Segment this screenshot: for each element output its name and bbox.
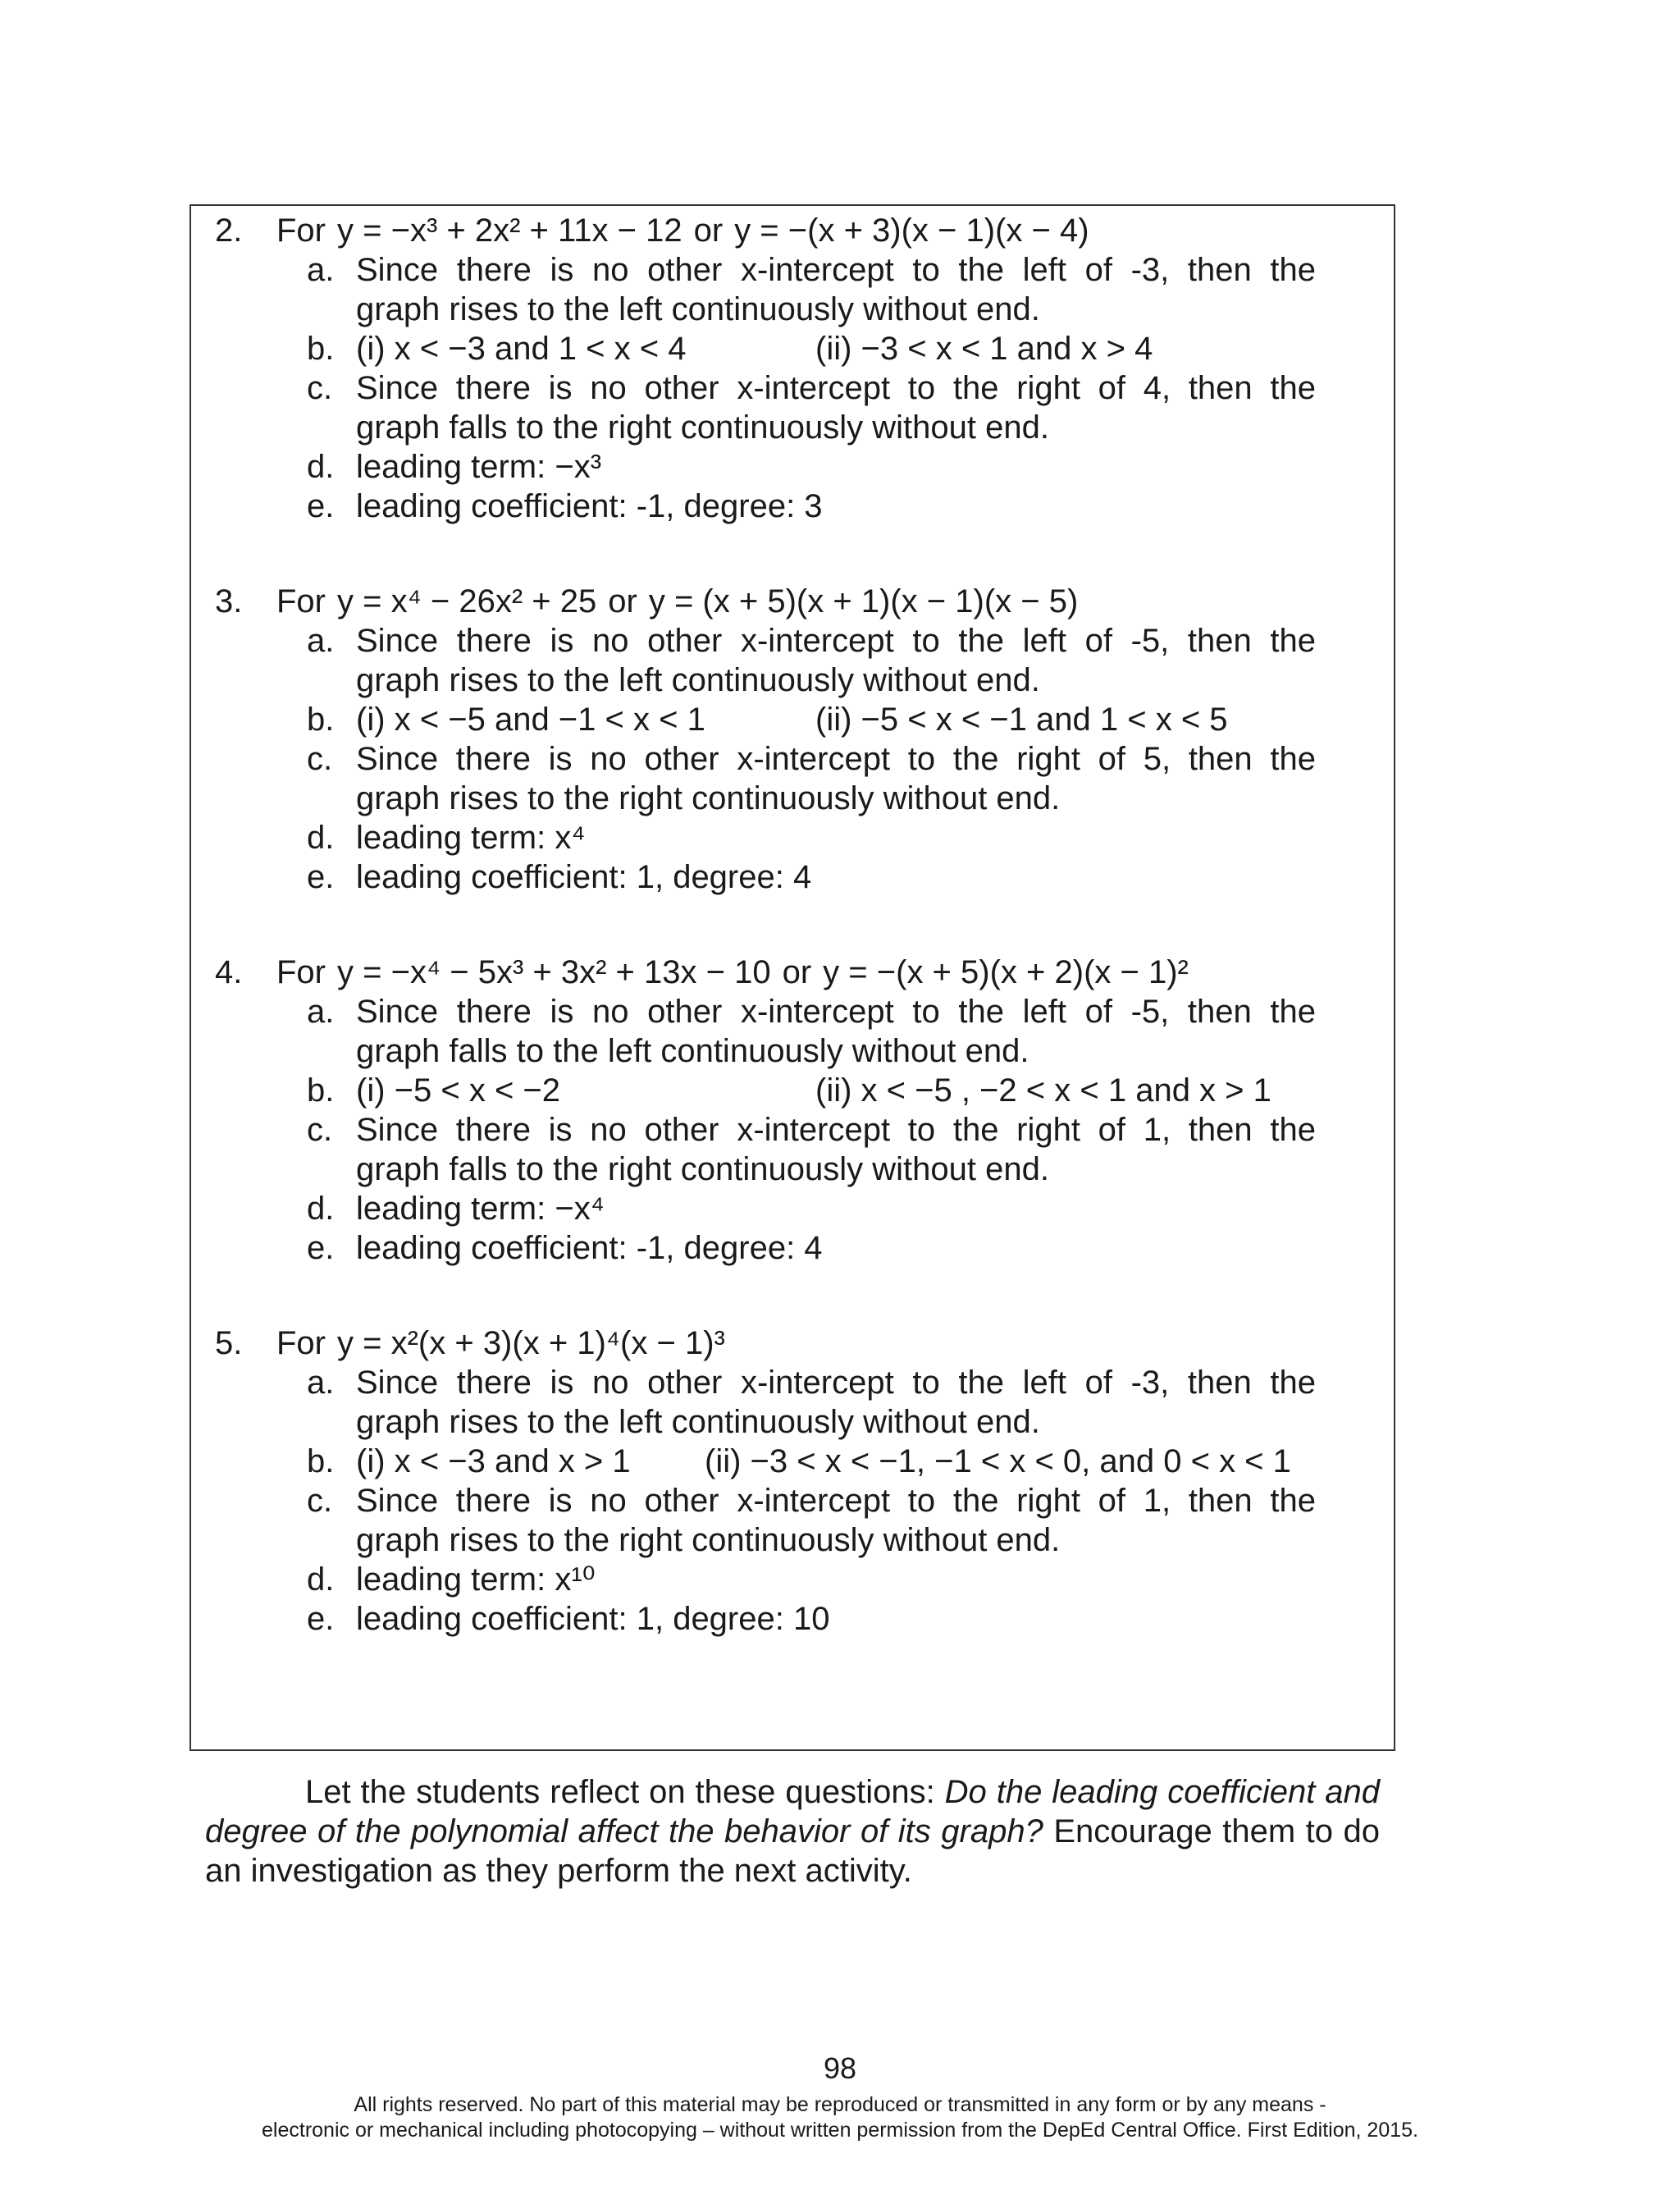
item-label: a. bbox=[307, 252, 335, 288]
reflection-tail: Encourage them to do an investigation as they perform the next activity. bbox=[205, 1813, 1381, 1889]
problem-number: 2. bbox=[215, 213, 243, 249]
item-b-interval-ii: (ii) −5 < x < −1 and 1 < x < 5 bbox=[815, 702, 1228, 738]
expanded-equation: y = −x⁴ − 5x³ + 3x² + 13x − 10 bbox=[337, 954, 771, 990]
item-a-line1: Since there is no other x-intercept to the left of -5, then the bbox=[356, 994, 1316, 1030]
item-c-line1: Since there is no other x-intercept to the right of 1, then the bbox=[356, 1112, 1316, 1148]
for-label: For bbox=[276, 213, 326, 249]
for-label: For bbox=[276, 954, 326, 990]
item-b-interval-ii: (ii) −3 < x < 1 and x > 4 bbox=[815, 331, 1153, 367]
item-label: d. bbox=[307, 449, 335, 485]
footer-line-1: All rights reserved. No part of this material may be reproduced or transmitted in any form or by any means - bbox=[354, 2093, 1326, 2116]
item-label: c. bbox=[307, 370, 333, 406]
item-label: c. bbox=[307, 741, 333, 777]
problem-number: 5. bbox=[215, 1325, 243, 1361]
item-c-line1: Since there is no other x-intercept to the right of 1, then the bbox=[356, 1483, 1316, 1519]
item-b-interval-i: (i) x < −3 and 1 < x < 4 bbox=[356, 331, 687, 367]
leading-term: leading term: −x³ bbox=[356, 449, 602, 485]
problem-2 bbox=[215, 211, 1380, 526]
item-a-line1: Since there is no other x-intercept to the left of -3, then the bbox=[356, 252, 1316, 288]
item-a-line2: graph rises to the left continuously without end. bbox=[356, 662, 1040, 698]
item-a-line2: graph rises to the left continuously without end. bbox=[356, 291, 1040, 327]
leading-coefficient-degree: leading coefficient: 1, degree: 4 bbox=[356, 859, 812, 895]
problem-4 bbox=[215, 953, 1380, 1268]
problem-header bbox=[215, 1324, 1380, 1363]
item-label: b. bbox=[307, 1443, 335, 1479]
item-a-line2: graph rises to the left continuously without end. bbox=[356, 1404, 1040, 1440]
problem-number: 3. bbox=[215, 583, 243, 620]
leading-term: leading term: x¹⁰ bbox=[356, 1561, 596, 1598]
footer-line-2: electronic or mechanical including photocopying – without written permission from the DepEd Central Office. First Edition, 2015. bbox=[262, 2119, 1418, 2142]
item-c-line2: graph falls to the right continuously without end. bbox=[356, 409, 1049, 446]
leading-term: leading term: x⁴ bbox=[356, 820, 586, 856]
item-label: c. bbox=[307, 1112, 333, 1148]
for-label: For bbox=[276, 583, 326, 620]
for-label: For bbox=[276, 1325, 326, 1361]
item-c-line2: graph rises to the right continuously without end. bbox=[356, 1522, 1061, 1558]
item-label: a. bbox=[307, 1365, 335, 1401]
item-label: d. bbox=[307, 1561, 335, 1598]
page-number: 98 bbox=[823, 2051, 857, 2085]
item-c-line1: Since there is no other x-intercept to the right of 5, then the bbox=[356, 741, 1316, 777]
problem-header bbox=[215, 953, 1380, 992]
item-label: b. bbox=[307, 331, 335, 367]
leading-term: leading term: −x⁴ bbox=[356, 1191, 605, 1227]
problem-5 bbox=[215, 1324, 1380, 1639]
item-label: b. bbox=[307, 702, 335, 738]
item-c-line2: graph falls to the right continuously without end. bbox=[356, 1151, 1049, 1187]
leading-coefficient-degree: leading coefficient: -1, degree: 3 bbox=[356, 488, 823, 524]
item-b-interval-i: (i) x < −5 and −1 < x < 1 bbox=[356, 702, 705, 738]
problem-header bbox=[215, 582, 1380, 621]
item-label: e. bbox=[307, 859, 335, 895]
leading-coefficient-degree: leading coefficient: 1, degree: 10 bbox=[356, 1601, 830, 1637]
item-b-interval-ii: (ii) x < −5 , −2 < x < 1 and x > 1 bbox=[815, 1072, 1271, 1109]
item-label: e. bbox=[307, 488, 335, 524]
item-b-interval-ii: (ii) −3 < x < −1, −1 < x < 0, and 0 < x < 1 bbox=[705, 1443, 1291, 1479]
item-b-interval-i: (i) x < −3 and x > 1 bbox=[356, 1443, 631, 1479]
or-label: or bbox=[608, 583, 637, 620]
leading-coefficient-degree: leading coefficient: -1, degree: 4 bbox=[356, 1230, 823, 1266]
problem-number: 4. bbox=[215, 954, 243, 990]
copyright-footer bbox=[0, 2092, 1680, 2143]
expanded-equation: y = x²(x + 3)(x + 1)⁴(x − 1)³ bbox=[337, 1325, 725, 1361]
factored-equation: y = −(x + 5)(x + 2)(x − 1)² bbox=[823, 954, 1189, 990]
item-label: b. bbox=[307, 1072, 335, 1109]
item-label: d. bbox=[307, 820, 335, 856]
reflection-paragraph bbox=[205, 1772, 1380, 1891]
item-a-line2: graph falls to the left continuously without end. bbox=[356, 1033, 1029, 1069]
factored-equation: y = −(x + 3)(x − 1)(x − 4) bbox=[734, 213, 1089, 249]
expanded-equation: y = −x³ + 2x² + 11x − 12 bbox=[337, 213, 682, 249]
item-c-line1: Since there is no other x-intercept to the right of 4, then the bbox=[356, 370, 1316, 406]
or-label: or bbox=[693, 213, 724, 249]
item-label: e. bbox=[307, 1601, 335, 1637]
problem-3 bbox=[215, 582, 1380, 897]
item-label: a. bbox=[307, 994, 335, 1030]
reflection-question: Do the leading coefficient and degree of the polynomial affect the behavior of its graph? bbox=[205, 1774, 1381, 1849]
item-label: c. bbox=[307, 1483, 333, 1519]
item-a-line1: Since there is no other x-intercept to the left of -3, then the bbox=[356, 1365, 1316, 1401]
item-label: d. bbox=[307, 1191, 335, 1227]
problem-header bbox=[215, 211, 1380, 250]
factored-equation: y = (x + 5)(x + 1)(x − 1)(x − 5) bbox=[648, 583, 1079, 620]
or-label: or bbox=[782, 954, 812, 990]
item-c-line2: graph rises to the right continuously without end. bbox=[356, 780, 1061, 816]
item-label: e. bbox=[307, 1230, 335, 1266]
item-b-interval-i: (i) −5 < x < −2 bbox=[356, 1072, 561, 1109]
item-a-line1: Since there is no other x-intercept to the left of -5, then the bbox=[356, 623, 1316, 659]
expanded-equation: y = x⁴ − 26x² + 25 bbox=[337, 583, 597, 620]
item-label: a. bbox=[307, 623, 335, 659]
reflection-lead: Let the students reflect on these questions: bbox=[305, 1774, 935, 1810]
